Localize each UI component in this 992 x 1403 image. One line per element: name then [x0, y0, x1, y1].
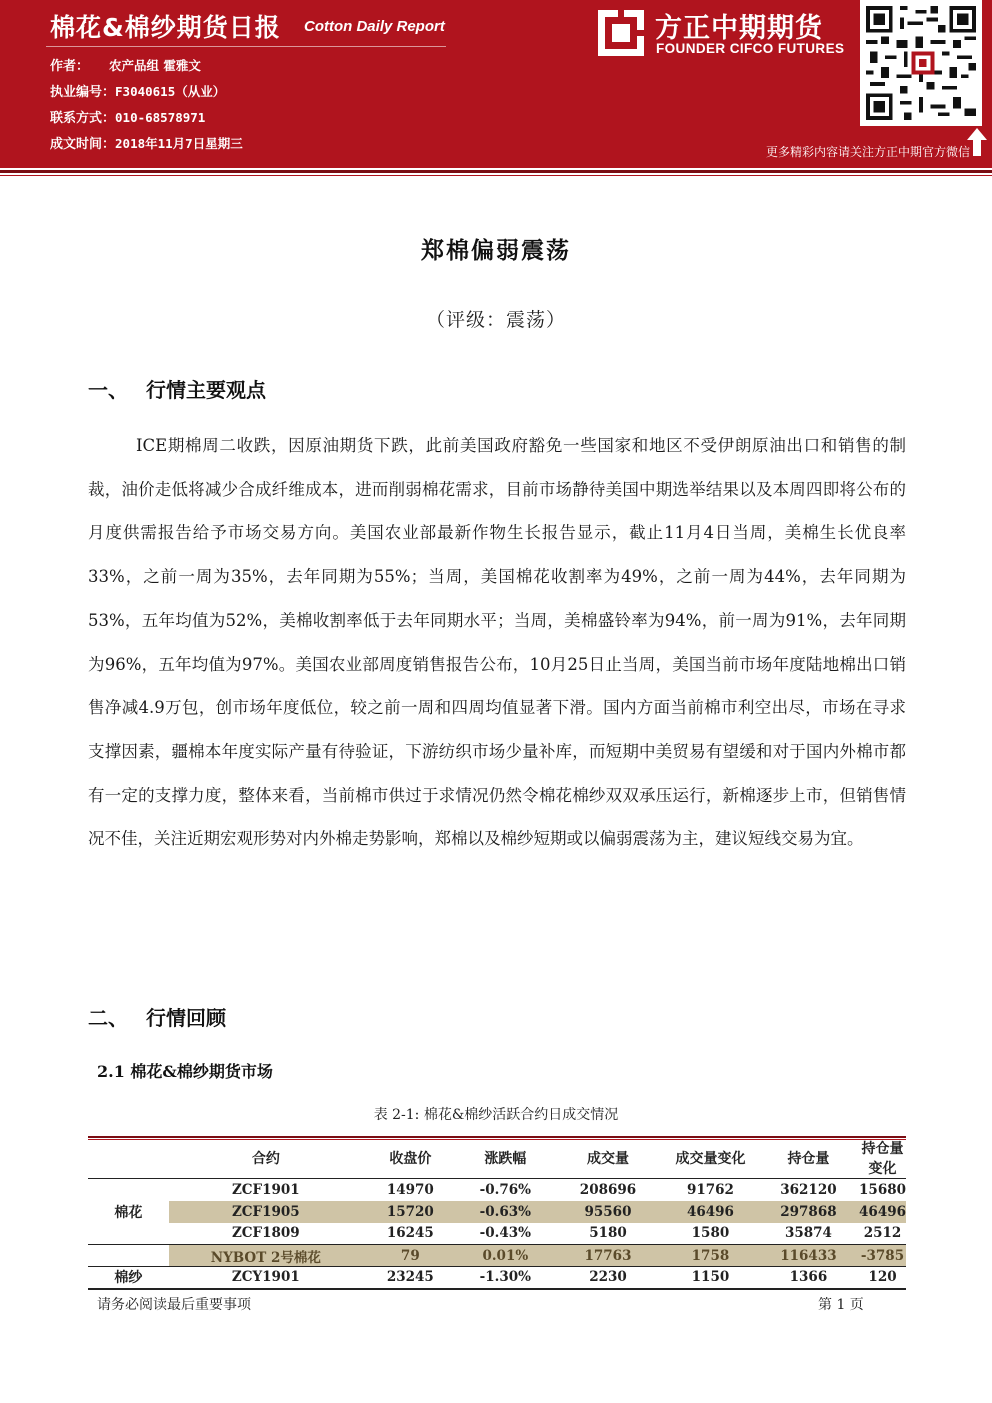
header-rule-thin [0, 175, 992, 176]
cell-contract: ZCF1905 [169, 1201, 363, 1223]
header-cell-change-pct: 涨跌幅 [458, 1138, 553, 1179]
cell-volume-change: 1150 [663, 1267, 758, 1289]
cell-contract: NYBOT 2号棉花 [169, 1245, 363, 1267]
cell-category-empty [88, 1245, 169, 1267]
cell-oi-change: 15680 [859, 1181, 906, 1198]
table-row [88, 1223, 906, 1245]
header-divider [46, 46, 446, 47]
cell-open-interest: 1366 [758, 1267, 859, 1289]
report-rating: （评级：震荡） [425, 309, 566, 331]
cell-volume: 5180 [589, 1225, 627, 1242]
meta-author-value: 农产品组 霍雅文 [109, 58, 201, 73]
meta-date [50, 133, 243, 152]
cell-open-interest: 362120 [780, 1181, 837, 1198]
page-number: 第 1 页 [818, 1297, 864, 1313]
header-cell-oi-change: 持仓量变化 [859, 1138, 906, 1179]
wechat-follow-text: 更多精彩内容请关注方正中期官方微信 [765, 145, 970, 159]
cell-change-pct: -0.63% [458, 1201, 553, 1223]
meta-license-value: F3040615（从业） [115, 84, 226, 99]
category-cotton: 棉花 [114, 1204, 143, 1221]
header-cell-close: 收盘价 [363, 1138, 458, 1179]
company-logo [598, 8, 848, 60]
footer-notice: 请务必阅读最后重要事项 [97, 1297, 251, 1313]
meta-date-label: 成文时间： [50, 137, 116, 152]
cell-volume: 208696 [579, 1181, 637, 1198]
cell-open-interest: 297868 [758, 1201, 859, 1223]
report-title: 郑棉偏弱震荡 [421, 238, 571, 264]
cell-contract: ZCF1809 [231, 1225, 300, 1242]
header-cell-contract: 合约 [169, 1138, 363, 1179]
header-rule [0, 170, 992, 173]
table-caption: 表 2-1: 棉花&棉纱活跃合约日成交情况 [373, 1107, 619, 1123]
cell-volume-change: 91762 [686, 1181, 734, 1198]
cell-oi-change: 2512 [863, 1225, 902, 1242]
meta-license [50, 81, 225, 100]
meta-contact-value: 010-68578971 [115, 110, 206, 125]
cell-contract: ZCF1901 [231, 1181, 300, 1198]
meta-author-label: 作者： [50, 59, 90, 74]
cell-oi-change: 46496 [859, 1201, 906, 1223]
cell-open-interest: 116433 [758, 1245, 859, 1267]
cell-change-pct: -0.43% [479, 1225, 531, 1242]
section-2-heading [88, 1002, 226, 1031]
cell-close: 16245 [386, 1225, 434, 1242]
cell-oi-change: -3785 [859, 1245, 906, 1267]
category-yarn: 棉纱 [88, 1267, 169, 1289]
cell-volume: 95560 [553, 1201, 663, 1223]
meta-license-label: 执业编号： [50, 85, 116, 100]
section-1-number: 一、 [88, 378, 128, 402]
header-cell-volume: 成交量 [553, 1138, 663, 1179]
cell-contract: ZCY1901 [169, 1267, 363, 1289]
cell-change-pct: 0.01% [458, 1245, 553, 1267]
section-2-number: 二、 [88, 1006, 128, 1030]
section-1-body: ICE期棉周二收跌，因原油期货下跌，此前美国政府豁免一些国家和地区不受伊朗原油出口和销售的制裁，油价走低将减少合成纤维成本，进而削弱棉花需求，目前市场静待美国中期选举结果以及本周四即将公布的月度供需报告给予市场交易方向。美国农业部最新作物生长报告显示，截止11月4日当周，美棉生长优良率33%，之前一周为35%，去年同期为55%；当周，美国棉花收割率为49%，之前一周为44%，去年同期为53%，五年均值为52%，美棉收割率低于去年同期水平；当周，美棉盛铃率为94%，前一周为91%，去年同期为96%，五年均值为97%。美国农业部周度销售报告公布，10月25日止当周，美国当前市场年度陆地棉出口销售净减4.9万包，创市场年度低位，较之前一周和四周均值显著下滑。国内方面当前棉市利空出尽，市场在寻求支撑因素，疆棉本年度实际产量有待验证，下游纺织市场少量补库，而短期中美贸易有望缓和对于国内外棉市都有一定的支撑力度，整体来看，当前棉市供过于求情况仍然令棉花棉纱双双承压运行，新棉逐步上市，但销售情况不佳，关注近期宏观形势对内外棉走势影响，郑棉以及棉纱短期或以偏弱震荡为主，建议短线交易为宜。 [88, 436, 906, 849]
meta-contact-label: 联系方式： [50, 111, 116, 126]
cell-change-pct: -1.30% [458, 1267, 553, 1289]
cell-volume-change: 46496 [663, 1201, 758, 1223]
cell-close: 79 [363, 1245, 458, 1267]
report-series-subtitle: Cotton Daily Report [304, 18, 445, 35]
qr-code-icon [866, 6, 976, 120]
cell-volume: 2230 [553, 1267, 663, 1289]
table-row [88, 1245, 906, 1267]
header-cell-volume-change: 成交量变化 [663, 1138, 758, 1179]
table-row [88, 1267, 906, 1289]
cell-oi-change: 120 [859, 1267, 906, 1289]
meta-author [50, 55, 201, 74]
arrow-up-icon [966, 126, 988, 158]
cell-close: 15720 [363, 1201, 458, 1223]
subsection-2-1-title: 2.1 棉花&棉纱期货市场 [97, 1062, 273, 1081]
table-header-row [88, 1138, 906, 1179]
meta-date-value: 2018年11月7日星期三 [115, 136, 243, 151]
meta-contact [50, 107, 205, 126]
report-header [0, 0, 992, 168]
logo-mark-icon [598, 10, 644, 56]
section-2-title: 行情回顾 [146, 1006, 226, 1030]
section-1-heading [88, 374, 266, 403]
table-row [88, 1201, 906, 1223]
cell-volume-change: 1580 [691, 1225, 730, 1242]
logo-name-en: FOUNDER CIFCO FUTURES [656, 41, 845, 56]
cell-close: 14970 [386, 1181, 434, 1198]
section-1-title: 行情主要观点 [146, 378, 266, 402]
contracts-table [88, 1138, 906, 1290]
header-cell-category [88, 1138, 169, 1179]
cell-open-interest: 35874 [784, 1225, 832, 1242]
header-cell-open-interest: 持仓量 [758, 1138, 859, 1179]
cell-volume-change: 1758 [663, 1245, 758, 1267]
cell-volume: 17763 [553, 1245, 663, 1267]
cell-close: 23245 [363, 1267, 458, 1289]
logo-name-cn: 方正中期期货 [655, 13, 823, 44]
table-row [88, 1179, 906, 1201]
report-series-title: 棉花&棉纱期货日报 [50, 13, 281, 42]
wechat-qr-code [860, 0, 982, 126]
cell-change-pct: -0.76% [479, 1181, 531, 1198]
